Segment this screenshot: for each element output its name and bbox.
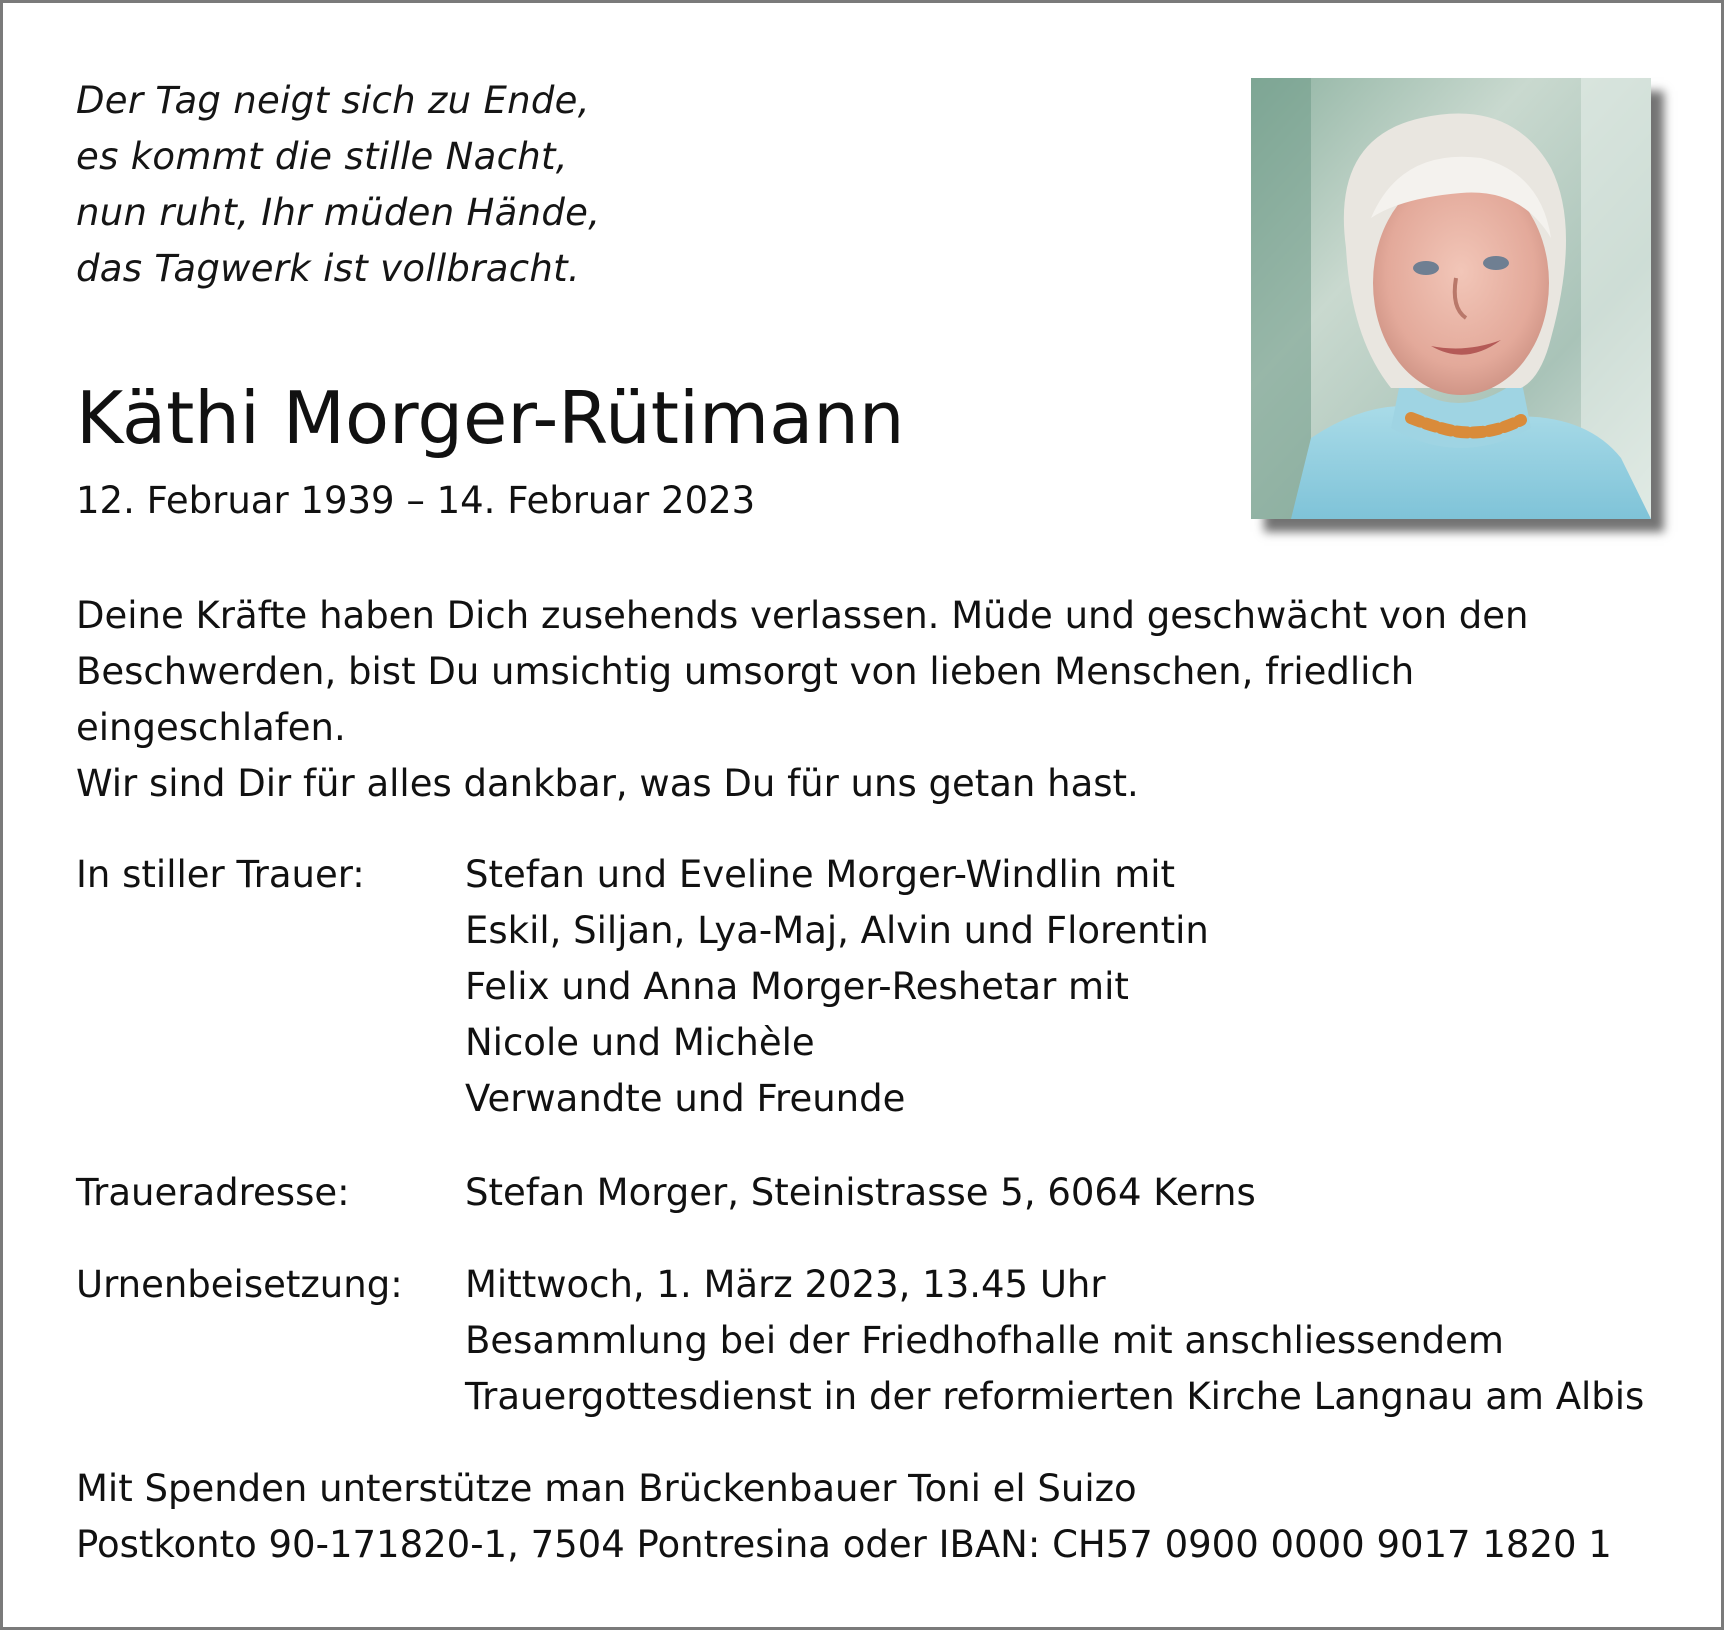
portrait-photo bbox=[1251, 78, 1651, 519]
burial-line: Trauergottesdienst in der reformierten Kirche Langnau am Albis bbox=[465, 1375, 1645, 1418]
life-dates: 12. Februar 1939 – 14. Februar 2023 bbox=[76, 479, 756, 522]
address-line: Stefan Morger, Steinistrasse 5, 6064 Kerns bbox=[465, 1171, 1256, 1214]
farewell-message bbox=[76, 588, 1656, 812]
poem-line: es kommt die stille Nacht, bbox=[76, 135, 568, 178]
message-line: Deine Kräfte haben Dich zusehends verlassen. Müde und geschwächt von den bbox=[76, 594, 1529, 637]
poem-line: nun ruht, Ihr müden Hände, bbox=[76, 191, 601, 234]
burial-line: Mittwoch, 1. März 2023, 13.45 Uhr bbox=[465, 1263, 1106, 1306]
address-label: Traueradresse: bbox=[76, 1171, 350, 1214]
mourner-line: Stefan und Eveline Morger-Windlin mit bbox=[465, 853, 1176, 896]
poem-line: Der Tag neigt sich zu Ende, bbox=[76, 79, 590, 122]
message-line: Beschwerden, bist Du umsichtig umsorgt von lieben Menschen, friedlich bbox=[76, 650, 1415, 693]
poem-verse bbox=[76, 73, 600, 297]
burial-label: Urnenbeisetzung: bbox=[76, 1263, 403, 1306]
donation-line: Mit Spenden unterstütze man Brückenbauer Toni el Suizo bbox=[76, 1467, 1137, 1510]
address-lines bbox=[465, 1165, 1256, 1221]
message-line: eingeschlafen. bbox=[76, 706, 346, 749]
mourner-line: Verwandte und Freunde bbox=[465, 1077, 906, 1120]
donation-note bbox=[76, 1461, 1612, 1573]
mourner-line: Felix und Anna Morger-Reshetar mit bbox=[465, 965, 1129, 1008]
burial-details bbox=[465, 1257, 1644, 1425]
message-line: Wir sind Dir für alles dankbar, was Du für uns getan hast. bbox=[76, 762, 1139, 805]
mourners-label: In stiller Trauer: bbox=[76, 853, 365, 896]
burial-line: Besammlung bei der Friedhofhalle mit anschliessendem bbox=[465, 1319, 1504, 1362]
deceased-name: Käthi Morger-Rütimann bbox=[76, 376, 905, 460]
mourners-list bbox=[465, 847, 1209, 1127]
mourner-line: Eskil, Siljan, Lya-Maj, Alvin und Florentin bbox=[465, 909, 1209, 952]
mourner-line: Nicole und Michèle bbox=[465, 1021, 815, 1064]
donation-line: Postkonto 90-171820-1, 7504 Pontresina oder IBAN: CH57 0900 0000 9017 1820 1 bbox=[76, 1523, 1612, 1566]
poem-line: das Tagwerk ist vollbracht. bbox=[76, 247, 580, 290]
